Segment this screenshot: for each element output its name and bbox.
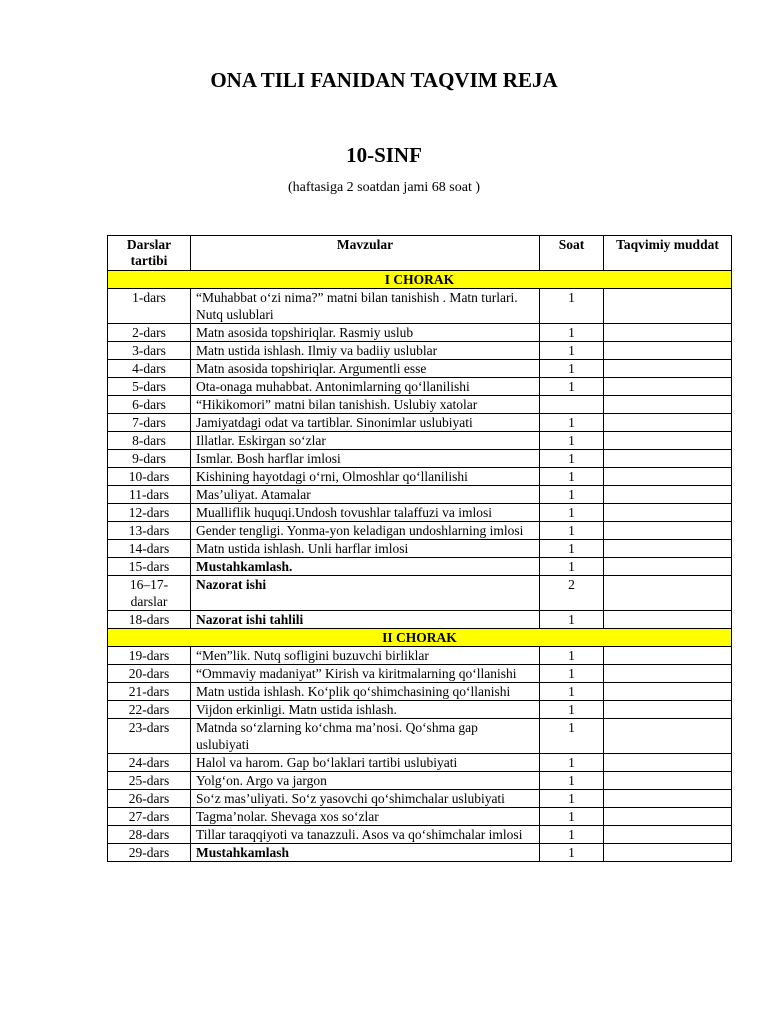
lesson-hours-cell: 1 xyxy=(540,647,604,665)
lesson-number-cell: 23-dars xyxy=(108,719,191,754)
lesson-topic-cell: Yolg‘on. Argo va jargon xyxy=(191,772,540,790)
lesson-number-cell: 25-dars xyxy=(108,772,191,790)
table-row xyxy=(108,468,732,486)
table-row xyxy=(108,324,732,342)
table-header-row xyxy=(108,236,732,271)
lesson-topic-cell: Mustahkamlash. xyxy=(191,558,540,576)
table-row xyxy=(108,754,732,772)
lesson-topic-cell: Halol va harom. Gap bo‘laklari tartibi uslubiyati xyxy=(191,754,540,772)
table-row xyxy=(108,683,732,701)
table-row xyxy=(108,378,732,396)
table-row xyxy=(108,504,732,522)
table-row xyxy=(108,342,732,360)
lesson-number-cell: 14-dars xyxy=(108,540,191,558)
lesson-date-cell xyxy=(604,289,732,324)
column-header-hours: Soat xyxy=(540,236,604,271)
lesson-hours-cell: 1 xyxy=(540,504,604,522)
lesson-hours-cell: 1 xyxy=(540,611,604,629)
lesson-number-cell: 29-dars xyxy=(108,844,191,862)
lesson-number-cell: 19-dars xyxy=(108,647,191,665)
lesson-hours-cell: 1 xyxy=(540,558,604,576)
table-row xyxy=(108,647,732,665)
table-row xyxy=(108,558,732,576)
table-row xyxy=(108,844,732,862)
quarter-section-label: I CHORAK xyxy=(108,271,732,289)
lesson-number-cell: 1-dars xyxy=(108,289,191,324)
table-row xyxy=(108,360,732,378)
table-row xyxy=(108,414,732,432)
lesson-date-cell xyxy=(604,790,732,808)
table-row xyxy=(108,576,732,611)
lesson-topic-cell: Nazorat ishi xyxy=(191,576,540,611)
lesson-date-cell xyxy=(604,826,732,844)
lesson-date-cell xyxy=(604,576,732,611)
lesson-number-cell: 11-dars xyxy=(108,486,191,504)
lesson-hours-cell xyxy=(540,396,604,414)
lesson-topic-cell: Matn ustida ishlash. Ilmiy va badiiy uslublar xyxy=(191,342,540,360)
lesson-hours-cell: 1 xyxy=(540,808,604,826)
lesson-number-cell: 7-dars xyxy=(108,414,191,432)
lesson-hours-cell: 1 xyxy=(540,772,604,790)
lesson-date-cell xyxy=(604,378,732,396)
lesson-date-cell xyxy=(604,468,732,486)
lesson-number-cell: 5-dars xyxy=(108,378,191,396)
lesson-number-cell: 28-dars xyxy=(108,826,191,844)
table-body xyxy=(108,271,732,862)
lesson-date-cell xyxy=(604,522,732,540)
lesson-number-cell: 22-dars xyxy=(108,701,191,719)
quarter-section-label: II CHORAK xyxy=(108,629,732,647)
lesson-hours-cell: 1 xyxy=(540,522,604,540)
lesson-hours-cell: 1 xyxy=(540,701,604,719)
lesson-date-cell xyxy=(604,396,732,414)
lesson-hours-cell: 1 xyxy=(540,665,604,683)
lesson-number-cell: 13-dars xyxy=(108,522,191,540)
lesson-date-cell xyxy=(604,324,732,342)
lesson-topic-cell: Nazorat ishi tahlili xyxy=(191,611,540,629)
table-row xyxy=(108,790,732,808)
lesson-topic-cell: “Muhabbat o‘zi nima?” matni bilan tanishish . Matn turlari. Nutq uslublari xyxy=(191,289,540,324)
lesson-hours-cell: 1 xyxy=(540,342,604,360)
lesson-date-cell xyxy=(604,647,732,665)
lesson-number-cell: 2-dars xyxy=(108,324,191,342)
lesson-number-cell: 6-dars xyxy=(108,396,191,414)
lesson-hours-cell: 1 xyxy=(540,468,604,486)
lesson-hours-cell: 1 xyxy=(540,450,604,468)
lesson-topic-cell: Tillar taraqqiyoti va tanazzuli. Asos va qo‘shimchalar imlosi xyxy=(191,826,540,844)
lesson-date-cell xyxy=(604,414,732,432)
lesson-hours-cell: 1 xyxy=(540,324,604,342)
lesson-hours-cell: 1 xyxy=(540,360,604,378)
table-row xyxy=(108,432,732,450)
column-header-topics: Mavzular xyxy=(191,236,540,271)
lesson-topic-cell: Mualliflik huquqi.Undosh tovushlar talaffuzi va imlosi xyxy=(191,504,540,522)
quarter-section-row xyxy=(108,271,732,289)
lesson-topic-cell: Matnda so‘zlarning ko‘chma ma’nosi. Qo‘shma gap uslubiyati xyxy=(191,719,540,754)
lesson-hours-cell: 1 xyxy=(540,683,604,701)
table-row xyxy=(108,486,732,504)
table-row xyxy=(108,701,732,719)
lesson-date-cell xyxy=(604,486,732,504)
lesson-topic-cell: Jamiyatdagi odat va tartiblar. Sinonimlar uslubiyati xyxy=(191,414,540,432)
lesson-topic-cell: “Hikikomori” matni bilan tanishish. Uslubiy xatolar xyxy=(191,396,540,414)
lesson-hours-cell: 1 xyxy=(540,719,604,754)
lesson-hours-cell: 2 xyxy=(540,576,604,611)
lesson-hours-cell: 1 xyxy=(540,540,604,558)
table-row xyxy=(108,289,732,324)
table-row xyxy=(108,396,732,414)
lesson-topic-cell: Matn ustida ishlash. Ko‘plik qo‘shimchasining qo‘llanishi xyxy=(191,683,540,701)
lesson-topic-cell: Vijdon erkinligi. Matn ustida ishlash. xyxy=(191,701,540,719)
lesson-topic-cell: Illatlar. Eskirgan so‘zlar xyxy=(191,432,540,450)
lesson-topic-cell: Mustahkamlash xyxy=(191,844,540,862)
table-row xyxy=(108,540,732,558)
table-row xyxy=(108,611,732,629)
lesson-date-cell xyxy=(604,360,732,378)
table-row xyxy=(108,522,732,540)
table-row xyxy=(108,772,732,790)
lesson-hours-cell: 1 xyxy=(540,289,604,324)
lesson-date-cell xyxy=(604,754,732,772)
lesson-topic-cell: Kishining hayotdagi o‘rni, Olmoshlar qo‘llanilishi xyxy=(191,468,540,486)
lesson-number-cell: 26-dars xyxy=(108,790,191,808)
table-row xyxy=(108,826,732,844)
lesson-number-cell: 8-dars xyxy=(108,432,191,450)
quarter-section-row xyxy=(108,629,732,647)
lesson-topic-cell: Gender tengligi. Yonma-yon keladigan undoshlarning imlosi xyxy=(191,522,540,540)
lesson-date-cell xyxy=(604,450,732,468)
lesson-date-cell xyxy=(604,808,732,826)
lesson-topic-cell: Tagma’nolar. Shevaga xos so‘zlar xyxy=(191,808,540,826)
lesson-date-cell xyxy=(604,611,732,629)
table-row xyxy=(108,719,732,754)
lesson-hours-cell: 1 xyxy=(540,486,604,504)
lesson-topic-cell: So‘z mas’uliyati. So‘z yasovchi qo‘shimchalar uslubiyati xyxy=(191,790,540,808)
document-title: ONA TILI FANIDAN TAQVIM REJA xyxy=(210,68,558,92)
lesson-hours-cell: 1 xyxy=(540,790,604,808)
lesson-date-cell xyxy=(604,844,732,862)
lesson-number-cell: 4-dars xyxy=(108,360,191,378)
lesson-hours-cell: 1 xyxy=(540,754,604,772)
lesson-number-cell: 15-dars xyxy=(108,558,191,576)
lesson-date-cell xyxy=(604,504,732,522)
lesson-date-cell xyxy=(604,683,732,701)
lesson-date-cell xyxy=(604,665,732,683)
lesson-topic-cell: Ismlar. Bosh harflar imlosi xyxy=(191,450,540,468)
lesson-topic-cell: Mas’uliyat. Atamalar xyxy=(191,486,540,504)
lesson-number-cell: 27-dars xyxy=(108,808,191,826)
table-row xyxy=(108,808,732,826)
table-row xyxy=(108,450,732,468)
lesson-topic-cell: Matn asosida topshiriqlar. Rasmiy uslub xyxy=(191,324,540,342)
table-row xyxy=(108,665,732,683)
calendar-plan-table xyxy=(107,235,732,862)
lesson-topic-cell: Matn ustida ishlash. Unli harflar imlosi xyxy=(191,540,540,558)
lesson-hours-cell: 1 xyxy=(540,414,604,432)
lesson-date-cell xyxy=(604,342,732,360)
lesson-number-cell: 3-dars xyxy=(108,342,191,360)
lesson-number-cell: 16–17-darslar xyxy=(108,576,191,611)
hours-subtitle: (haftasiga 2 soatdan jami 68 soat ) xyxy=(287,180,481,195)
lesson-number-cell: 20-dars xyxy=(108,665,191,683)
lesson-hours-cell: 1 xyxy=(540,826,604,844)
lesson-number-cell: 10-dars xyxy=(108,468,191,486)
lesson-number-cell: 24-dars xyxy=(108,754,191,772)
lesson-date-cell xyxy=(604,719,732,754)
lesson-topic-cell: Ota-onaga muhabbat. Antonimlarning qo‘llanilishi xyxy=(191,378,540,396)
lesson-topic-cell: “Men”lik. Nutq sofligini buzuvchi birliklar xyxy=(191,647,540,665)
lesson-date-cell xyxy=(604,540,732,558)
lesson-topic-cell: “Ommaviy madaniyat” Kirish va kiritmalarning qo‘llanishi xyxy=(191,665,540,683)
lesson-number-cell: 12-dars xyxy=(108,504,191,522)
column-header-order: Darslar tartibi xyxy=(108,236,191,271)
lesson-date-cell xyxy=(604,432,732,450)
grade-heading: 10-SINF xyxy=(346,143,422,167)
lesson-hours-cell: 1 xyxy=(540,844,604,862)
lesson-date-cell xyxy=(604,701,732,719)
lesson-hours-cell: 1 xyxy=(540,378,604,396)
lesson-topic-cell: Matn asosida topshiriqlar. Argumentli esse xyxy=(191,360,540,378)
lesson-number-cell: 21-dars xyxy=(108,683,191,701)
lesson-number-cell: 18-dars xyxy=(108,611,191,629)
lesson-date-cell xyxy=(604,772,732,790)
lesson-date-cell xyxy=(604,558,732,576)
lesson-hours-cell: 1 xyxy=(540,432,604,450)
lesson-number-cell: 9-dars xyxy=(108,450,191,468)
column-header-date: Taqvimiy muddat xyxy=(604,236,732,271)
